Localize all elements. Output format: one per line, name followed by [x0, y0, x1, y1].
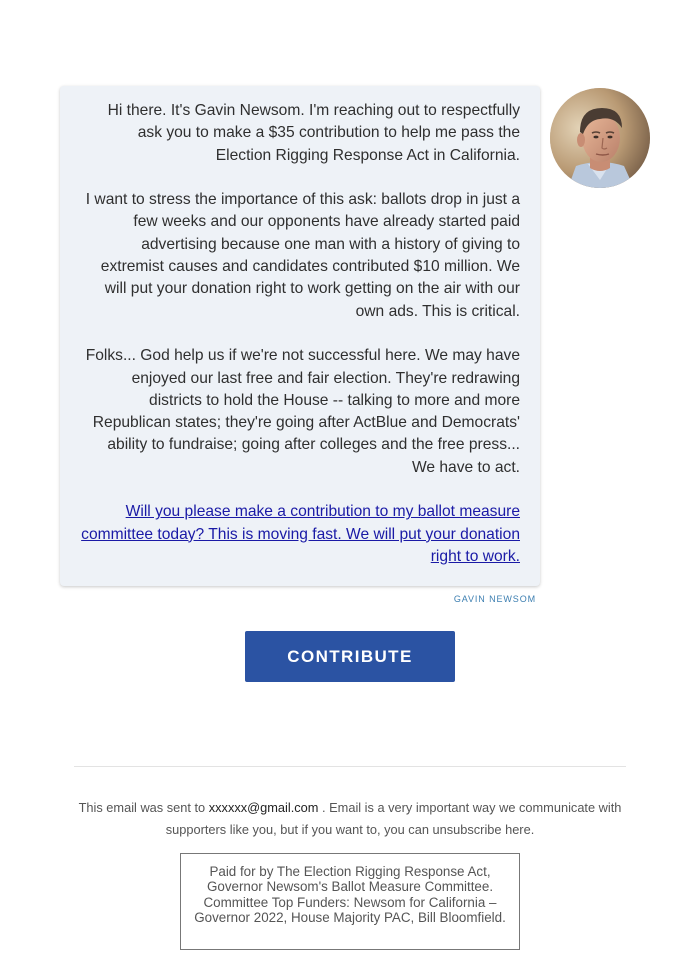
footer-period: .	[530, 821, 535, 837]
footer-sent-prefix: This email was sent to	[78, 800, 206, 815]
message-paragraph-3: Folks... God help us if we're not successful here. We may have enjoyed our last free and fair election. They're redrawing districts to hold the House -- talking to more and more Republican states; they're going after ActBlue and Democrats' ability to fundraise; going after colleges and the free press... We have to act.	[85, 347, 520, 476]
paid-for-disclaimer: Paid for by The Election Rigging Response Act, Governor Newsom's Ballot Measure Committee. Committee Top Funders: Newsom for California – Governor 2022, House Majority PAC, Bill Bloomfield.	[180, 853, 520, 950]
footer-notice	[70, 797, 630, 840]
sender-name: GAVIN NEWSOM	[453, 594, 536, 604]
message-bubble	[60, 86, 540, 586]
contribute-button[interactable]: CONTRIBUTE	[245, 631, 455, 682]
recipient-email: xxxxxx@gmail.com	[208, 800, 319, 815]
contribution-link[interactable]: Will you please make a contribution to my ballot measure committee today? This is moving fast. We will put your donation right to work.	[81, 503, 520, 565]
contribution-link-paragraph	[80, 501, 520, 568]
avatar	[550, 88, 650, 188]
footer-sent-suffix: . Email is a very important way we communicate with supporters like you, but if you want to, you can	[165, 800, 622, 837]
message-paragraph-2: I want to stress the importance of this ask: ballots drop in just a few weeks and our opponents have already started paid advertising because one man with a history of giving to extremist causes and candidates contributed $10 million. We will put your donation right to work getting on the air with our own ads. This is critical.	[85, 191, 520, 320]
unsubscribe-link[interactable]: unsubscribe here	[432, 821, 531, 837]
person-photo-icon	[550, 88, 650, 188]
message-paragraph-1: Hi there. It's Gavin Newsom. I'm reaching out to respectfully ask you to make a $35 contribution to help me pass the Election Rigging Response Act in California.	[107, 102, 520, 164]
footer-divider	[74, 766, 626, 767]
